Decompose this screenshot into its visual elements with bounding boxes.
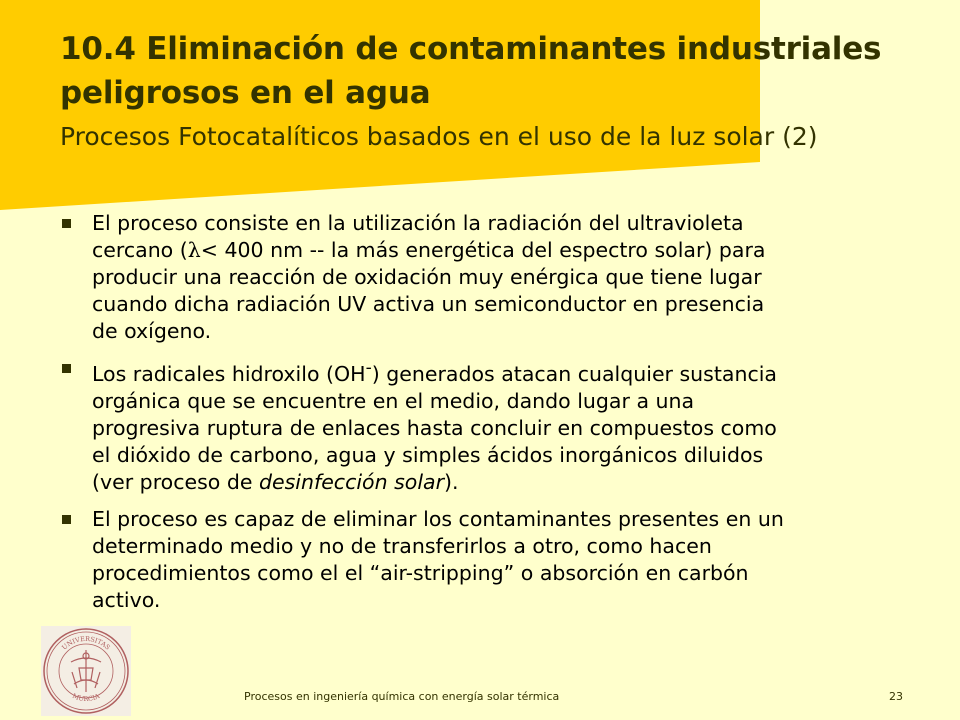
superscript-minus: - bbox=[365, 358, 372, 378]
bullet-2-line-5-start: (ver proceso de bbox=[92, 469, 259, 494]
title-background-wedge bbox=[0, 162, 760, 210]
bullet-1-line-2-end: < 400 nm -- la más energética del espectro solar) para bbox=[200, 238, 766, 262]
bullet-item-1 bbox=[60, 210, 920, 345]
bullet-2-line-4: el dióxido de carbono, agua y simples ácidos inorgánicos diluidos bbox=[92, 442, 764, 467]
slide-title-line-1: 10.4 Eliminación de contaminantes industriales bbox=[60, 31, 882, 67]
seal-text-top: UNIVERSITAS bbox=[60, 634, 112, 652]
seal-icon bbox=[41, 626, 131, 716]
bullet-3-line-1: El proceso es capaz de eliminar los contaminantes presentes en un bbox=[92, 506, 784, 531]
bullet-2-line-5 bbox=[92, 469, 920, 496]
lambda-symbol: λ bbox=[187, 238, 201, 262]
bullet-2-line-1-start: Los radicales hidroxilo (OH bbox=[92, 361, 366, 386]
university-seal-logo bbox=[41, 626, 131, 716]
square-bullet-icon bbox=[62, 364, 71, 373]
bullet-1-line-5: de oxígeno. bbox=[92, 319, 212, 343]
slide-title-line-2: peligrosos en el agua bbox=[60, 75, 431, 111]
bullet-3-line-2: determinado medio y no de transferirlos a otro, como hacen bbox=[92, 533, 712, 558]
square-bullet-icon bbox=[62, 515, 71, 524]
bullet-1-line-2 bbox=[92, 237, 920, 264]
bullet-item-2 bbox=[60, 355, 920, 496]
bullet-2-line-2: orgánica que se encuentre en el medio, dando lugar a una bbox=[92, 388, 695, 413]
bullet-1-line-4: cuando dicha radiación UV activa un semiconductor en presencia bbox=[92, 292, 765, 316]
bullet-1-line-1: El proceso consiste en la utilización la radiación del ultravioleta bbox=[92, 211, 744, 235]
page-number: 23 bbox=[889, 690, 903, 703]
square-bullet-icon bbox=[62, 219, 71, 228]
bullet-3-line-4: activo. bbox=[92, 587, 161, 612]
bullet-2-line-3: progresiva ruptura de enlaces hasta concluir en compuestos como bbox=[92, 415, 777, 440]
bullet-item-3 bbox=[60, 506, 920, 614]
bullet-1-line-3: producir una reacción de oxidación muy enérgica que tiene lugar bbox=[92, 265, 762, 289]
slide-subtitle: Procesos Fotocatalíticos basados en el uso de la luz solar (2) bbox=[60, 122, 818, 151]
footer-course-title: Procesos en ingeniería química con energía solar térmica bbox=[244, 690, 560, 703]
bullet-3-line-3: procedimientos como el el “air-stripping” o absorción en carbón bbox=[92, 560, 749, 585]
bullet-2-line-1-end: ) generados atacan cualquier sustancia bbox=[371, 361, 777, 386]
bullet-list bbox=[60, 210, 920, 624]
seal-text-bottom: MURCIA bbox=[71, 691, 101, 704]
desinfeccion-solar-term: desinfección solar bbox=[258, 469, 445, 494]
bullet-2-line-5-end: ). bbox=[444, 469, 459, 494]
bullet-2-line-1 bbox=[92, 355, 920, 388]
bullet-1-line-2-start: cercano ( bbox=[92, 238, 188, 262]
